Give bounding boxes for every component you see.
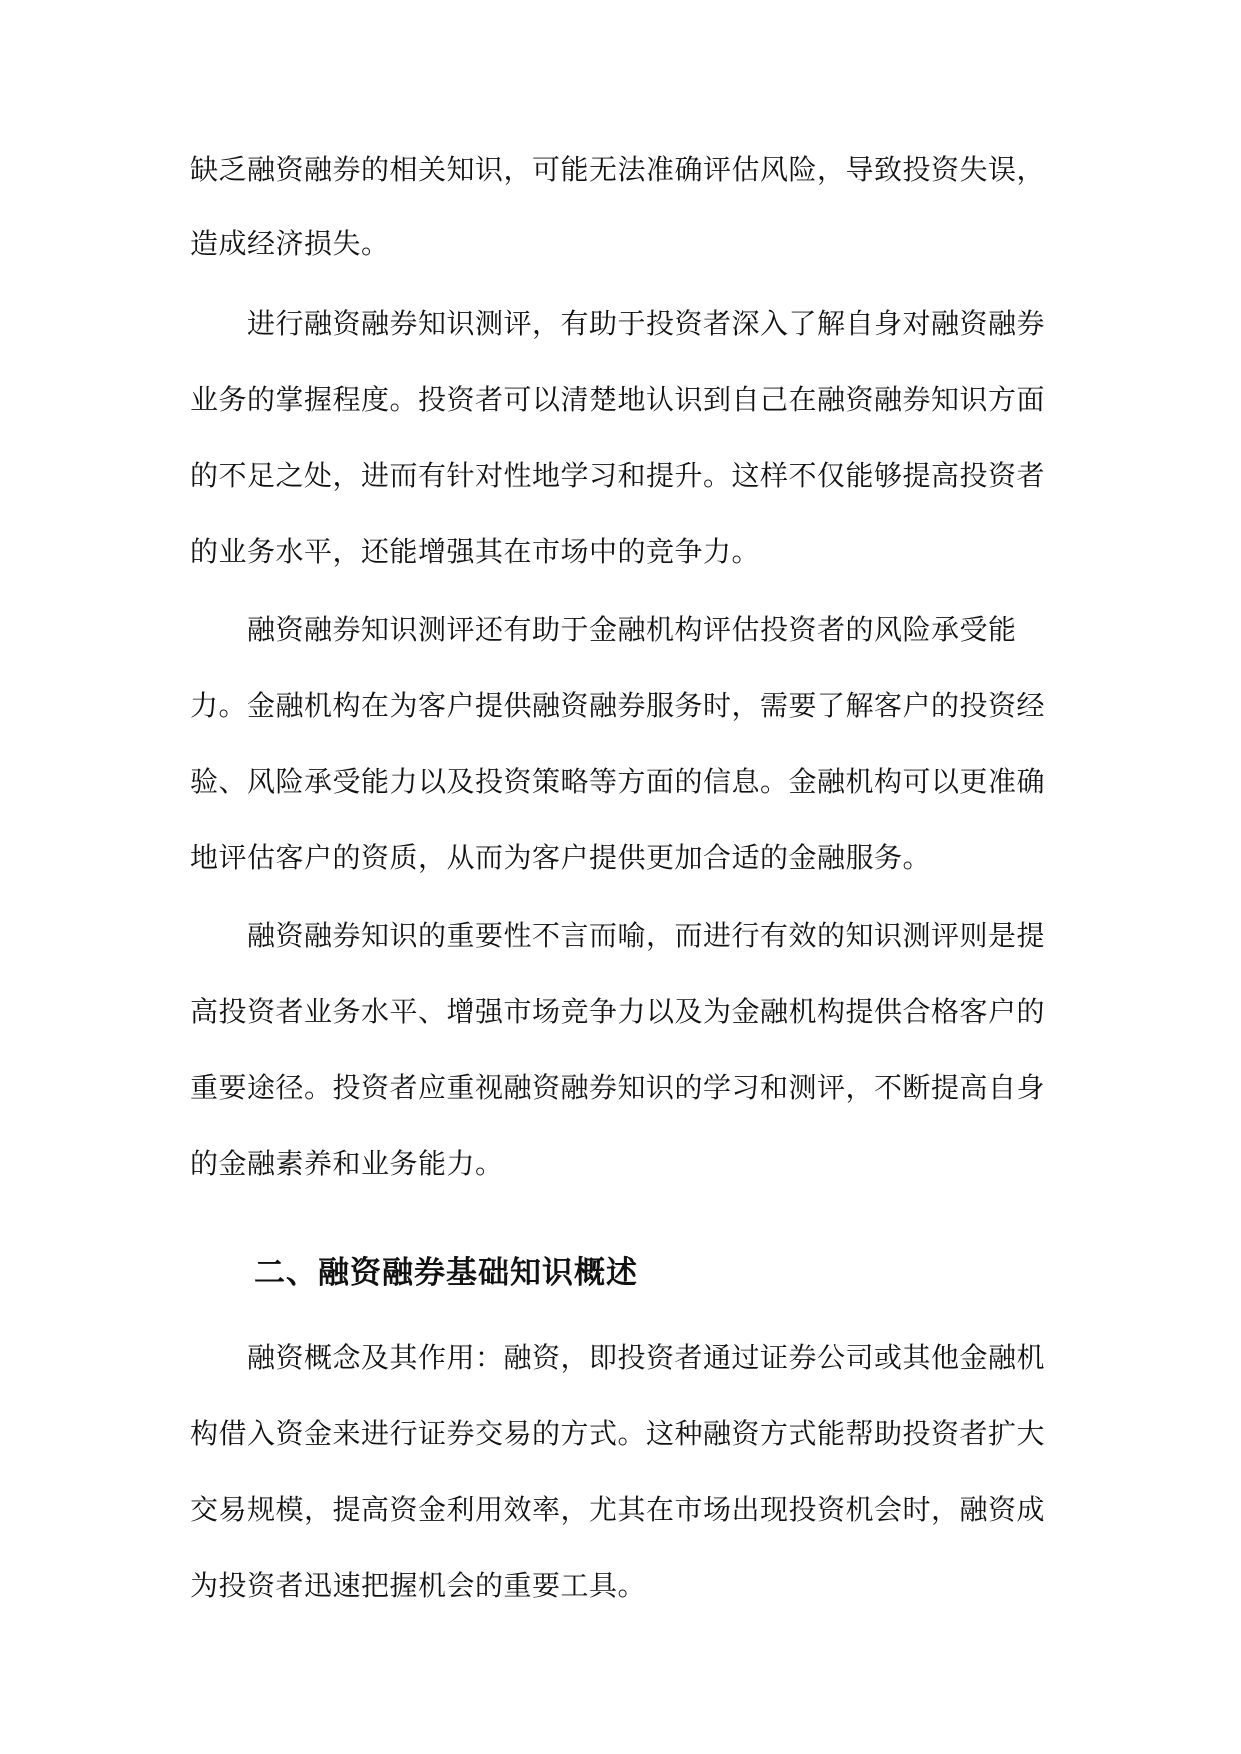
paragraph-4-line-4: 的金融素养和业务能力。 (190, 1147, 504, 1180)
paragraph-3-line-3: 验、风险承受能力以及投资策略等方面的信息。金融机构可以更准确 (190, 765, 1046, 798)
paragraph-4-line-3: 重要途径。投资者应重视融资融券知识的学习和测评，不断提高自身 (190, 1071, 1046, 1104)
section-paragraph-line-1: 融资概念及其作用：融资，即投资者通过证券公司或其他金融机 (247, 1341, 1046, 1374)
paragraph-2-line-2: 业务的掌握程度。投资者可以清楚地认识到自己在融资融券知识方面 (190, 383, 1046, 416)
paragraph-2-line-4: 的业务水平，还能增强其在市场中的竞争力。 (190, 535, 761, 568)
paragraph-3-line-1: 融资融券知识测评还有助于金融机构评估投资者的风险承受能 (247, 613, 1017, 646)
paragraph-4-line-1: 融资融券知识的重要性不言而喻，而进行有效的知识测评则是提 (247, 919, 1046, 952)
paragraph-3-line-4: 地评估客户的资质，从而为客户提供更加合适的金融服务。 (190, 841, 932, 874)
section-heading: 二、融资融券基础知识概述 (254, 1255, 638, 1291)
paragraph-3-line-2: 力。金融机构在为客户提供融资融券服务时，需要了解客户的投资经 (190, 689, 1046, 722)
paragraph-2-line-1: 进行融资融券知识测评，有助于投资者深入了解自身对融资融券 (247, 307, 1046, 340)
paragraph-4-line-2: 高投资者业务水平、增强市场竞争力以及为金融机构提供合格客户的 (190, 995, 1046, 1028)
paragraph-1-line-2: 造成经济损失。 (190, 227, 390, 260)
section-paragraph-line-4: 为投资者迅速把握机会的重要工具。 (190, 1569, 647, 1602)
paragraph-1-line-1: 缺乏融资融券的相关知识，可能无法准确评估风险，导致投资失误， (190, 153, 1046, 186)
section-paragraph-line-3: 交易规模，提高资金利用效率，尤其在市场出现投资机会时，融资成 (190, 1493, 1046, 1526)
paragraph-2-line-3: 的不足之处，进而有针对性地学习和提升。这样不仅能够提高投资者 (190, 459, 1046, 492)
section-paragraph-line-2: 构借入资金来进行证券交易的方式。这种融资方式能帮助投资者扩大 (190, 1417, 1046, 1450)
